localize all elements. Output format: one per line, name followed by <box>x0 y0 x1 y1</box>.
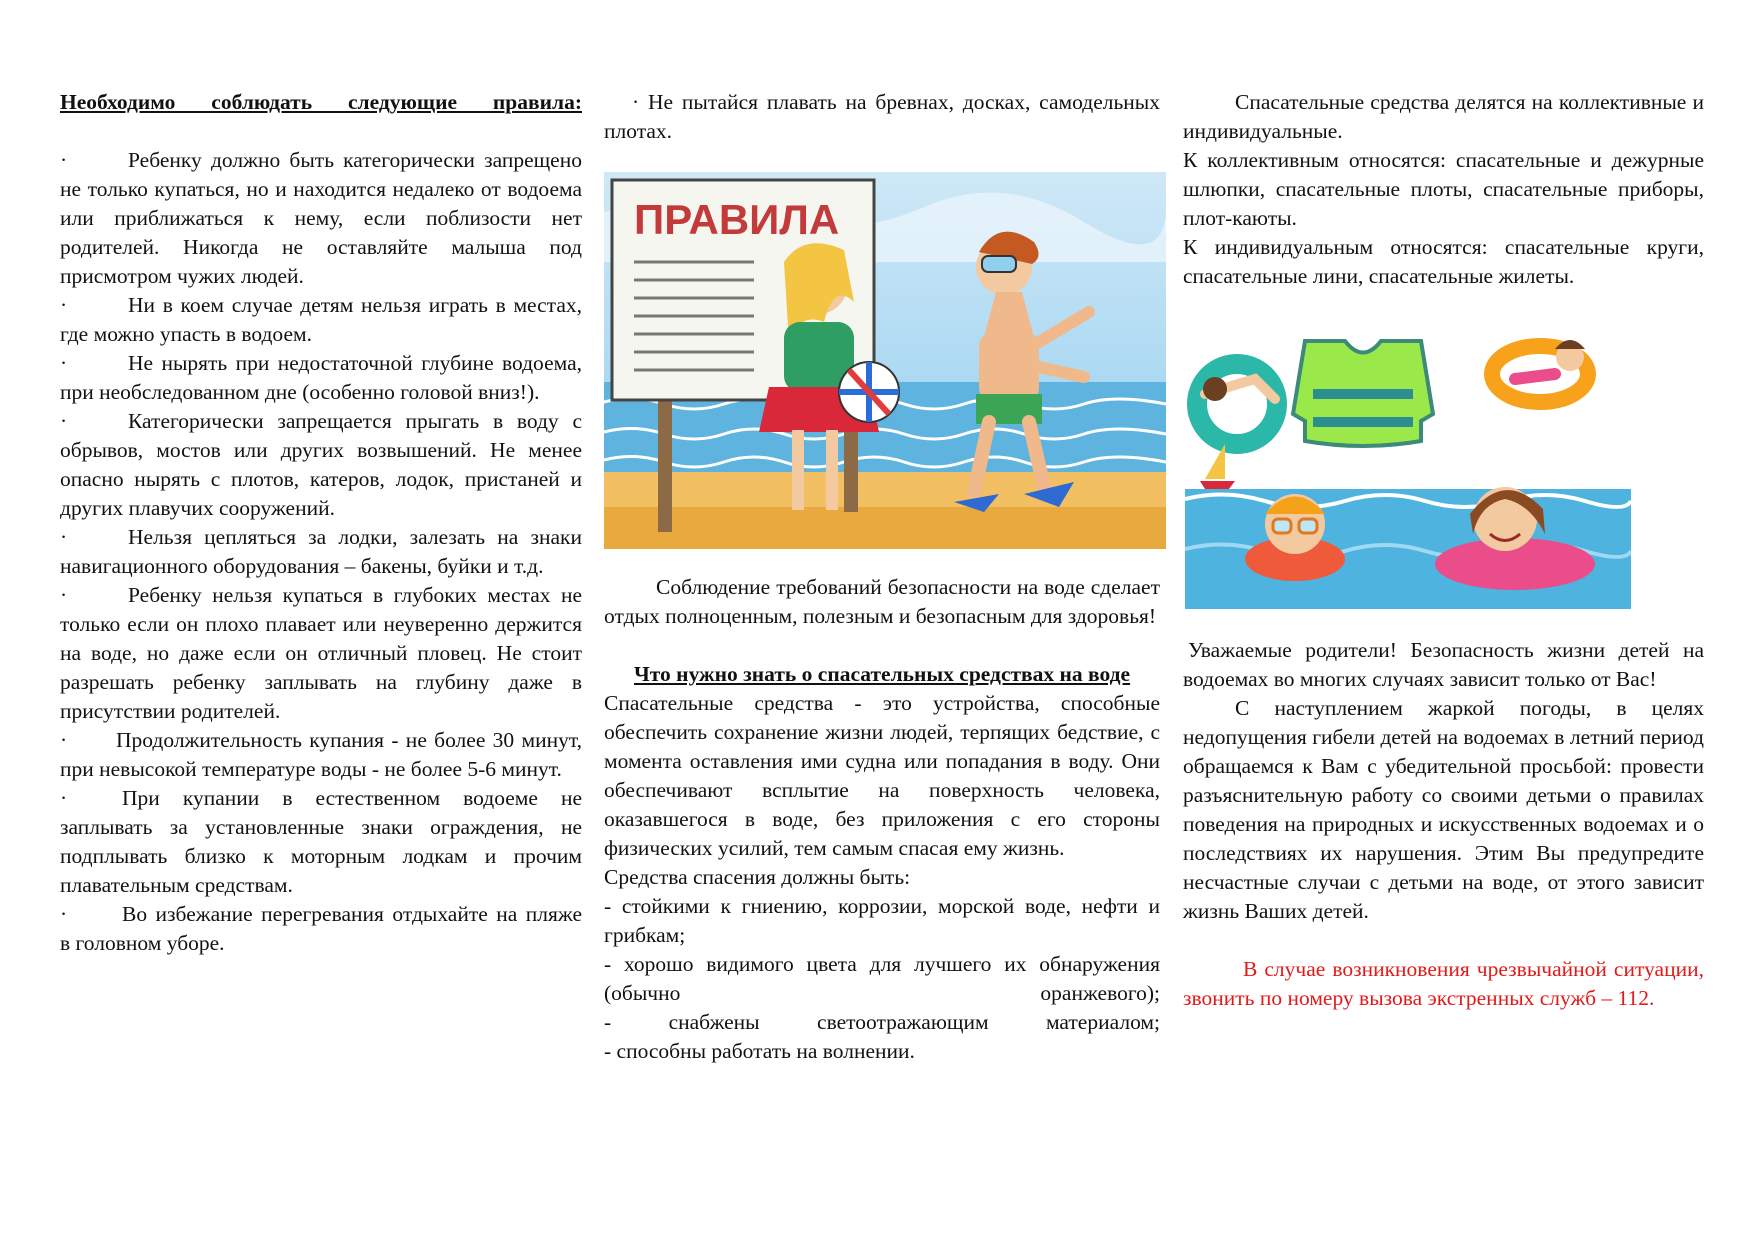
emergency-text: В случае возникновения чрезвычайной ситуации, звонить по номеру вызова экстренных служб – 112. <box>1183 957 1704 1010</box>
rule-item <box>60 349 582 407</box>
rule-text: Категорически запрещается прыгать в воду с обрывов, мостов или других возвышений. Не менее опасно нырять с плотов, катеров, лодок, пристаней и других плавучих сооружений. <box>60 409 582 520</box>
appeal-text: С наступлением жаркой погоды, в целях недопущения гибели детей на водоемах в летний период обращаемся к Вам с убедительной просьбой: провести разъяснительную работу со своими детьми о правилах поведения на природных и искусственных водоемах и о последствиях их нарушения. Этим Вы предупредите несчастные случаи с детьми на воде, от этого зависит жизнь Ваших детей. <box>1183 696 1704 923</box>
compliance-text: Соблюдение требований безопасности на воде сделает отдых полноценным, полезным и безопасным для здоровья! <box>604 575 1160 628</box>
column-rules <box>60 88 582 958</box>
rule-text: Нельзя цепляться за лодки, залезать на знаки навигационного оборудования – бакены, буйки и т.д. <box>60 525 582 578</box>
bullet-dot: · <box>60 786 68 810</box>
rule-text: Не нырять при недостаточной глубине водоема, при необследованном дне (особенно головой вниз!). <box>60 351 582 404</box>
division-text: Спасательные средства делятся на коллективные и индивидуальные. <box>1183 90 1704 143</box>
spacer <box>1183 926 1704 955</box>
rescue-means-heading: Что нужно знать о спасательных средствах на воде <box>634 662 1131 686</box>
rule-rafts: · Не пытайся плавать на бревнах, досках, самодельных плотах. <box>604 90 1160 143</box>
bullet-dot: · <box>60 525 68 549</box>
requirement-item: - способны работать на волнении. <box>604 1039 915 1063</box>
beach-rules-picture <box>604 172 1166 549</box>
collective-text: К коллективным относятся: спасательные и дежурные шлюпки, спасательные плоты, спасательные приборы, плот-каюты. <box>1183 148 1704 230</box>
spacer <box>1183 609 1704 636</box>
requirement-item: - хорошо видимого цвета для лучшего их обнаружения (обычно оранжевого); <box>604 952 1160 1005</box>
rule-text: При купании в естественном водоеме не заплывать за установленные знаки ограждения, не подплывать близко к моторным лодкам и прочим плавательным средствам. <box>60 786 582 897</box>
rule-text: Ребенку должно быть категорически запрещено не только купаться, но и находится недалеко от водоема или приближаться к нему, если поблизости нет родителей. Никогда не оставляйте малыша под присмотром чужих людей. <box>60 148 582 288</box>
column-rescue-means <box>604 88 1160 1066</box>
spacer <box>604 631 1160 660</box>
rule-text: Во избежание перегревания отдыхайте на пляже в головном уборе. <box>60 902 582 955</box>
individual-text: К индивидуальным относятся: спасательные круги, спасательные лини, спасательные жилеты. <box>1183 235 1704 288</box>
rule-text: Ребенку нельзя купаться в глубоких местах не только если он плохо плавает или неуверенно держится на воде, но даже если он отличный пловец. Не стоит разрешать ребенку заплывать на глубину даже в присутствии родителей. <box>60 583 582 723</box>
rule-text: Ни в коем случае детям нельзя играть в местах, где можно упасть в водоем. <box>60 293 582 346</box>
bullet-dot: · <box>60 351 68 375</box>
rule-item <box>60 784 582 900</box>
bullet-dot: · <box>60 728 68 752</box>
requirement-item: - стойкими к гниению, коррозии, морской воде, нефти и грибкам; <box>604 894 1160 947</box>
parents-text: Уважаемые родители! Безопасность жизни детей на водоемах во многих случаях зависит только от Вас! <box>1183 638 1704 691</box>
rescue-definition: Спасательные средства - это устройства, способные обеспечить сохранение жизни людей, терпящих бедствие, с момента оставления ими судна или попадания в воду. Они обеспечивают всплытие на поверхность человека, оказавшегося в воде, без приложения с его стороны физических усилий, тем самым спасая ему жизнь. <box>604 691 1160 860</box>
requirement-item: - снабжены светоотражающим материалом; <box>604 1010 1160 1034</box>
spacer <box>60 117 582 146</box>
column-parents <box>1183 88 1704 1013</box>
bullet-dot: · <box>60 148 68 172</box>
rule-item <box>60 146 582 291</box>
requirements-intro: Средства спасения должны быть: <box>604 865 911 889</box>
sign-text: ПРАВИЛА <box>634 196 840 243</box>
rule-item <box>60 523 582 581</box>
rule-text: Продолжительность купания - не более 30 минут, при невысокой температуре воды - не более 5-6 минут. <box>60 728 582 781</box>
spacer <box>604 549 1160 573</box>
rescue-equipment-picture <box>1185 319 1631 609</box>
rules-heading: Необходимо соблюдать следующие правила: <box>60 90 582 114</box>
rule-item <box>60 726 582 784</box>
rule-item <box>60 900 582 958</box>
rule-item <box>60 581 582 726</box>
bullet-dot: · <box>60 293 68 317</box>
bullet-dot: · <box>60 409 68 433</box>
bullet-dot: · <box>60 583 68 607</box>
bullet-dot: · <box>60 902 68 926</box>
rule-item <box>60 407 582 523</box>
life-vest-illustration <box>1185 319 1631 609</box>
rules-illustration <box>604 172 1166 549</box>
rule-item <box>60 291 582 349</box>
